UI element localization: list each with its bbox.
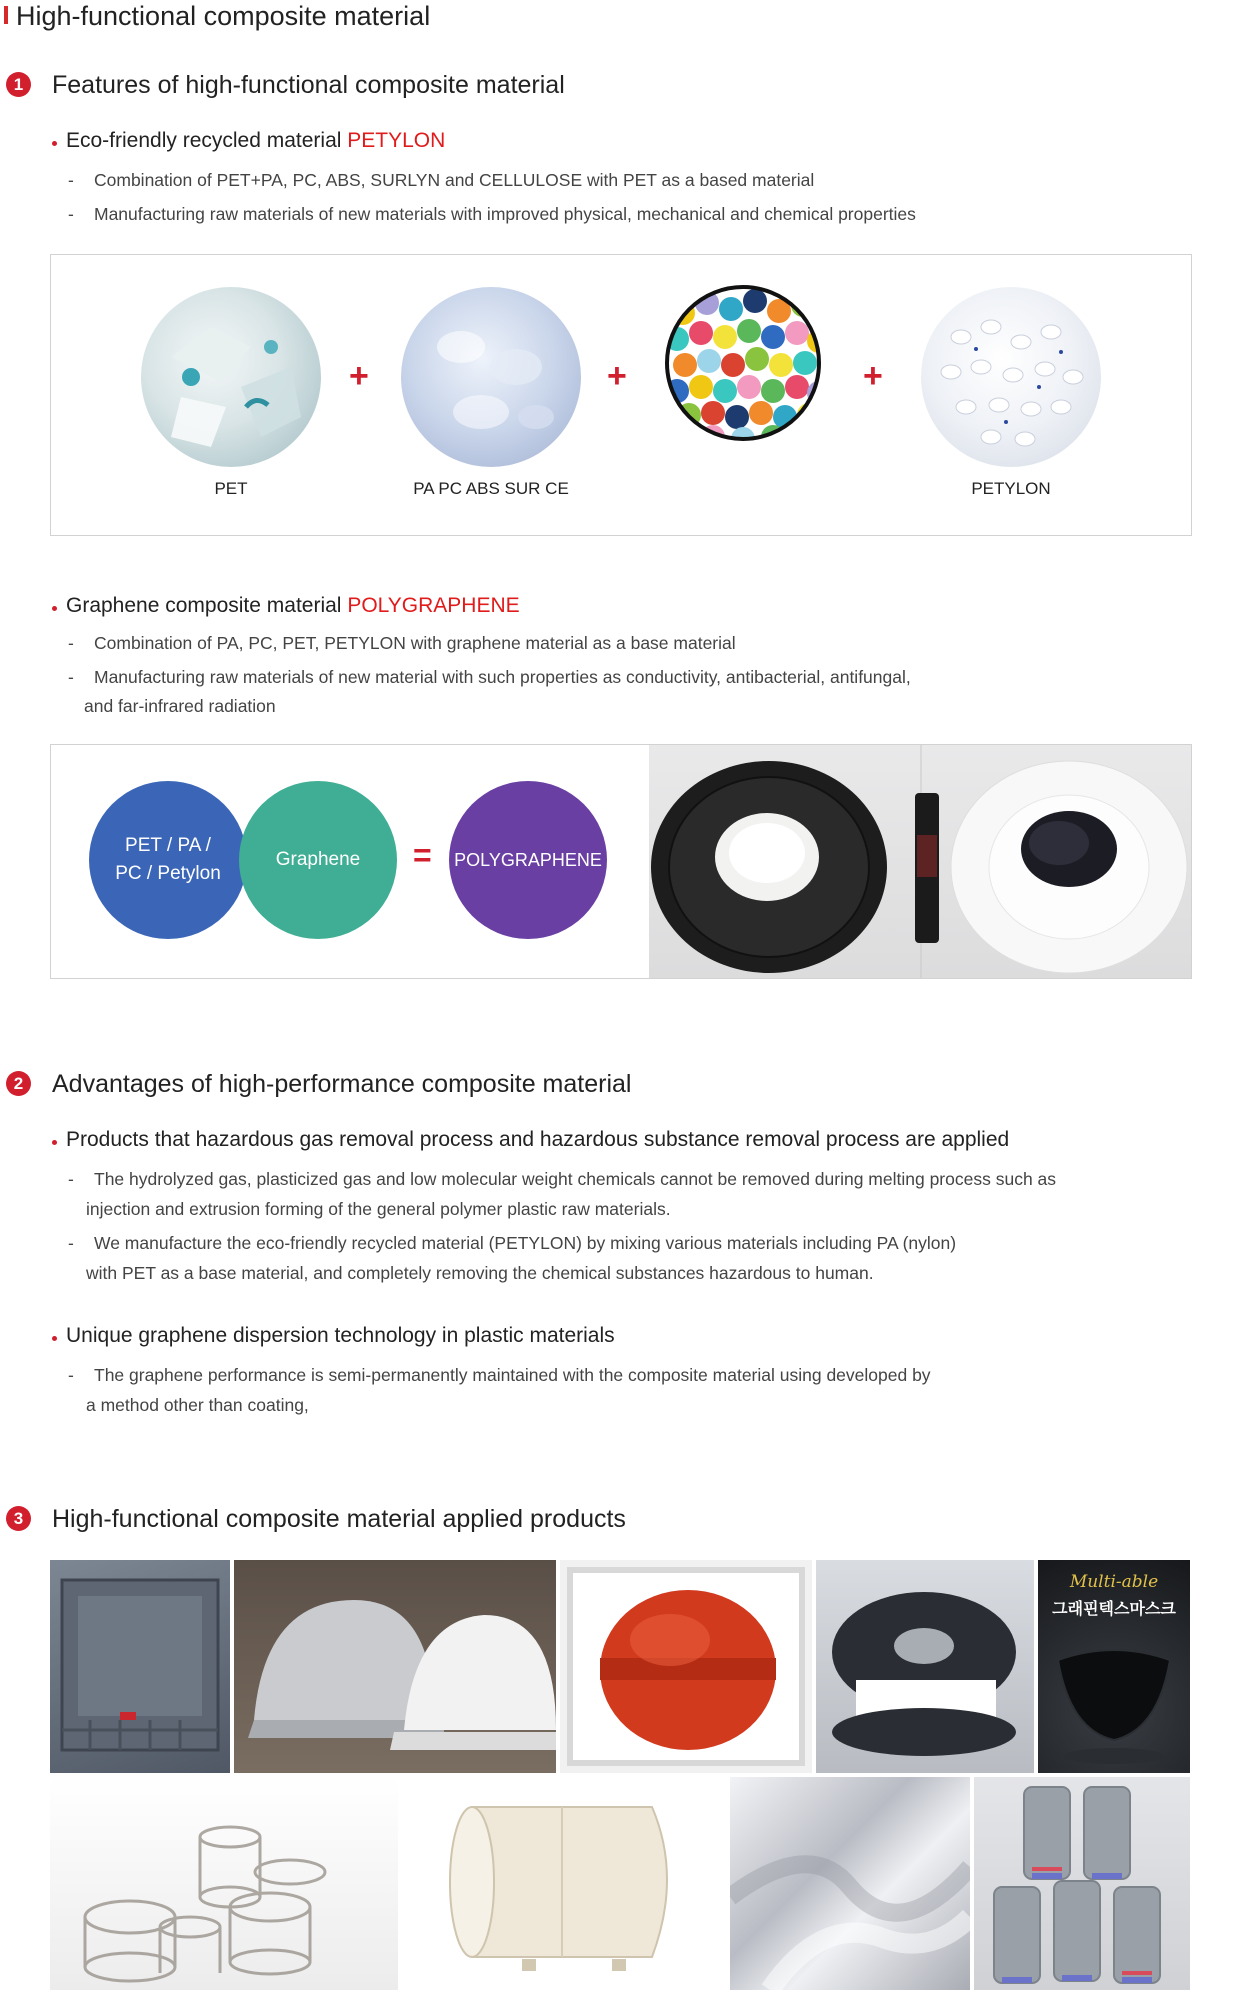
page-title: High-functional composite material [16, 1, 431, 31]
bullet-dot [52, 1336, 57, 1341]
polygraphene-heading [66, 593, 520, 619]
section-number-1: 1 [6, 72, 31, 97]
label-pa-pc-abs: PA PC ABS SUR CE [413, 479, 569, 498]
product-helmet-photo [234, 1560, 556, 1773]
polygraphene-accent: POLYGRAPHENE [347, 594, 520, 617]
product-clear-tubes-photo [50, 1777, 398, 1990]
mask-title-text: 그래핀텍스마스크 [1052, 1601, 1176, 1618]
product-yarn-photo [974, 1777, 1190, 1990]
bullet-dot [52, 141, 57, 146]
section-title-features: Features of high-functional composite material [52, 71, 565, 99]
pa-pellets-image [401, 287, 581, 467]
polygraphene-line-2: - Manufacturing raw materials of new material with such properties as conductivity, antibacterial, antifungal, [68, 667, 911, 687]
petylon-pellets-image [921, 287, 1101, 467]
polygraphene-heading-text: Graphene composite material [66, 594, 348, 617]
polygraphene-materials-photo [649, 745, 1191, 978]
petylon-heading-text: Eco-friendly recycled material [66, 129, 348, 152]
product-red-part-photo [560, 1560, 812, 1773]
label-pet: PET [214, 479, 248, 498]
advantage-2-line-1: - The graphene performance is semi-permanently maintained with the composite material using developed by [68, 1365, 931, 1385]
section-title-products: High-functional composite material applied products [52, 1505, 626, 1533]
advantage-1-line-1: - The hydrolyzed gas, plasticized gas and low molecular weight chemicals cannot be removed during melting process such as [68, 1169, 1057, 1189]
equals-sign: = [413, 837, 432, 873]
advantage-1-line-4: with PET as a base material, and completely removing the chemical substances hazardous to human. [86, 1263, 874, 1283]
venn-polygraphene: POLYGRAPHENE [449, 781, 607, 939]
plus-sign: + [863, 357, 883, 395]
polygraphene-figure [50, 744, 1192, 979]
bullet-dot [52, 1140, 57, 1145]
product-fabric-photo [730, 1777, 970, 1990]
bullet-dot [52, 606, 57, 611]
product-crate-photo [50, 1560, 230, 1773]
advantage-2-line-2: a method other than coating, [86, 1395, 309, 1415]
petylon-line-1: - Combination of PET+PA, PC, ABS, SURLYN and CELLULOSE with PET as a based material [68, 170, 815, 190]
pet-flakes-image [141, 287, 321, 467]
plus-sign: + [607, 357, 627, 395]
mixed-materials-image [663, 283, 823, 443]
product-pipe-photo [402, 1777, 726, 1990]
venn-graphene: Graphene [239, 781, 397, 939]
section-number-3: 3 [6, 1506, 31, 1531]
plus-sign: + [349, 357, 369, 395]
polygraphene-line-3: and far-infrared radiation [84, 696, 276, 716]
mask-brand-text: Multi-able [1069, 1572, 1159, 1592]
advantage-1-line-2: injection and extrusion forming of the general polymer plastic raw materials. [86, 1199, 671, 1219]
section-number-2: 2 [6, 1071, 31, 1096]
petylon-line-2: - Manufacturing raw materials of new materials with improved physical, mechanical and chemical properties [68, 204, 916, 224]
polygraphene-line-1: - Combination of PA, PC, PET, PETYLON with graphene material as a base material [68, 633, 736, 653]
petylon-figure [50, 254, 1192, 536]
product-mask-photo [1038, 1560, 1190, 1773]
label-petylon: PETYLON [971, 479, 1051, 498]
venn-base-materials: PET / PA / PC / Petylon [89, 781, 247, 939]
petylon-heading [66, 128, 445, 154]
advantage-1-line-3: - We manufacture the eco-friendly recycled material (PETYLON) by mixing various materials including PA (nylon) [68, 1233, 957, 1253]
advantage-heading-1: Products that hazardous gas removal process and hazardous substance removal process are applied [66, 1128, 1010, 1151]
title-accent-bar [4, 6, 8, 24]
petylon-accent: PETYLON [347, 129, 446, 152]
advantage-heading-2: Unique graphene dispersion technology in plastic materials [66, 1324, 615, 1347]
section-title-advantages: Advantages of high-performance composite material [52, 1070, 632, 1098]
product-spool-photo [816, 1560, 1034, 1773]
